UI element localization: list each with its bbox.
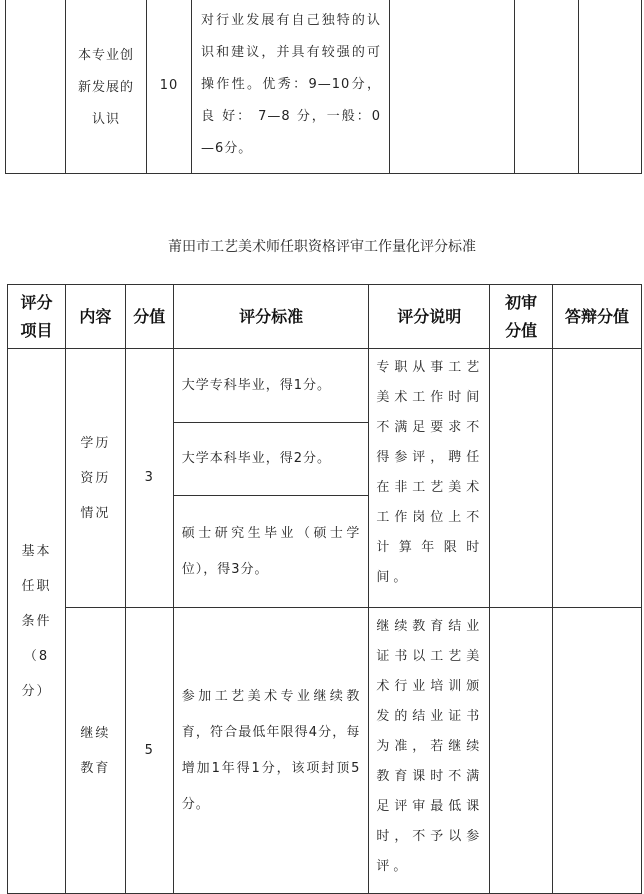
header-notes: 评分说明 [369,285,490,349]
criteria-cell: 大学本科毕业，得2分。 [173,423,369,496]
note-cell: 继续教育结业证书以工艺美术行业培训颁发的结业证书为准，若继续教育课时不满足评审最低课时，不予以参评。 [369,608,490,894]
description-cell: 对行业发展有自己独特的认识和建议，并具有较强的可操作性。优秀：9—10分，良 好： 7—8 分，一般：0—6分。 [192,0,390,174]
note-cell: 专职从事工艺美术工作时间不满足要求不得参评，聘任在非工艺美术工作岗位上不计算年限时间。 [369,349,490,608]
previous-table-fragment [5,0,642,174]
blank-cell [6,0,66,174]
initial-score-cell [490,608,553,894]
table-row [8,349,642,423]
defense-score-cell [553,608,642,894]
criteria-cell: 参加工艺美术专业继续教育，符合最低年限得4分，每增加1年得1分，该项封顶5分。 [173,608,369,894]
category-label: 基本任职条件（8分） [21,543,52,699]
content-label: 学历资历情况 [80,435,111,521]
scoring-table [7,284,642,894]
item-name: 本专业创新发展的认识 [77,48,134,127]
content-label: 继续教育 [80,725,111,776]
content-cell [65,349,125,608]
header-category: 评分项目 [8,285,66,349]
item-name-cell [66,0,147,174]
blank-cell [579,0,642,174]
header-criteria: 评分标准 [173,285,369,349]
blank-cell [515,0,579,174]
header-score: 分值 [125,285,173,349]
header-row [8,285,642,349]
category-cell [8,349,66,894]
header-content: 内容 [65,285,125,349]
score-cell: 10 [147,0,192,174]
header-initial: 初审分值 [490,285,553,349]
content-cell [65,608,125,894]
criteria-cell: 硕士研究生毕业（硕士学位），得3分。 [173,496,369,608]
blank-cell [390,0,515,174]
score-cell: 3 [125,349,173,608]
page-title: 莆田市工艺美术师任职资格评审工作量化评分标准 [168,239,476,255]
table-row [6,0,642,174]
initial-score-cell [490,349,553,608]
criteria-cell: 大学专科毕业，得1分。 [173,349,369,423]
score-cell: 5 [125,608,173,894]
table-row [8,608,642,894]
defense-score-cell [553,349,642,608]
header-defense: 答辩分值 [553,285,642,349]
